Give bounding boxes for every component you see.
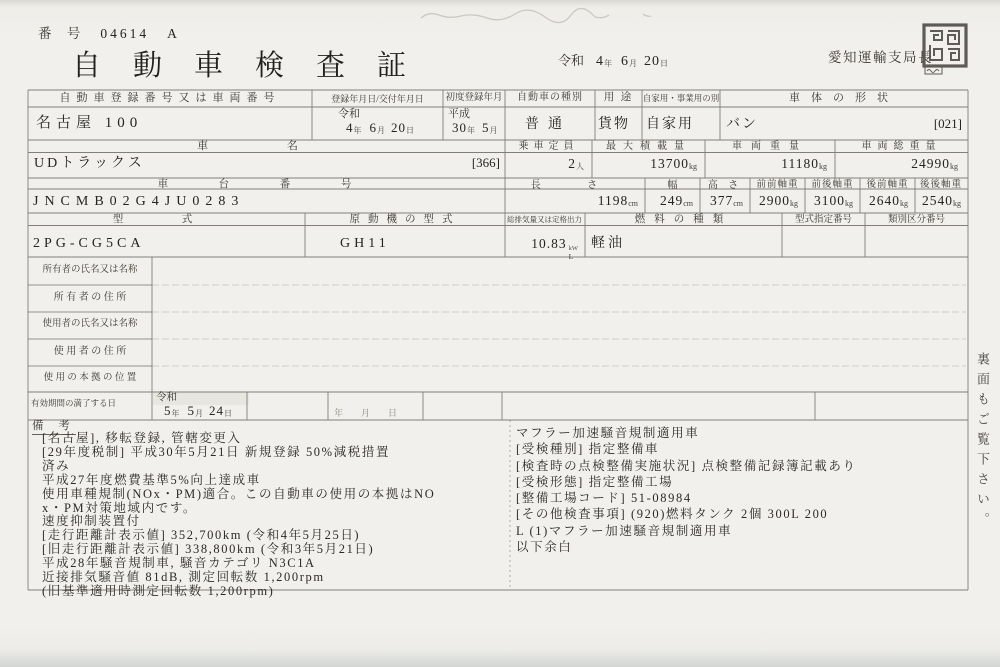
axle-fr-number: 3100 bbox=[814, 193, 845, 208]
validity-day: 24 bbox=[209, 403, 224, 418]
remark-line: x・PM対策地域内です。 bbox=[42, 500, 198, 515]
displacement-units bbox=[569, 246, 578, 260]
validity-month: 5 bbox=[187, 403, 195, 418]
user-address-label: 使 用 者 の 住 所 bbox=[53, 346, 127, 357]
axle-rr-number: 2540 bbox=[922, 193, 953, 208]
displacement-value bbox=[500, 236, 578, 260]
issue-date-era: 令和 bbox=[558, 53, 585, 68]
weight-number: 11180 bbox=[781, 156, 819, 171]
unit-day: 日 bbox=[660, 59, 669, 68]
remark-line: [走行距離計表示値] 352,700km (令和4年5月25日) bbox=[42, 528, 361, 543]
remark-line: 以下余白 bbox=[516, 540, 573, 555]
header-first-registration: 初度登録年月 bbox=[445, 93, 503, 103]
axle-front-front-value bbox=[750, 193, 801, 209]
unit-liter: L bbox=[568, 251, 574, 261]
unit-year: 年 bbox=[353, 126, 362, 135]
reg-date-year: 4 bbox=[346, 120, 354, 135]
unit-cm: cm bbox=[733, 199, 743, 208]
remark-line: [その他検査事項] (920)燃料タンク 2個 300L 200 bbox=[516, 507, 829, 522]
first-reg-month: 5 bbox=[482, 120, 490, 135]
remark-line: 使用車種規制(NOx・PM)適合。この自動車の使用の本拠はNO bbox=[42, 486, 436, 501]
axle-rear-front-value bbox=[860, 193, 911, 209]
header-ownership-type: 自家用・事業用の別 bbox=[642, 93, 720, 103]
width-value bbox=[645, 193, 696, 209]
validity-era: 令和 bbox=[156, 392, 177, 403]
remark-line: 済み bbox=[42, 458, 71, 473]
first-registration-value bbox=[452, 121, 501, 136]
length-value bbox=[505, 193, 641, 209]
unit-cm: cm bbox=[683, 199, 693, 208]
unit-person: 人 bbox=[576, 162, 584, 171]
header-height: 高 さ bbox=[707, 180, 743, 191]
unit-year: 年 bbox=[467, 126, 475, 135]
width-number: 249 bbox=[659, 193, 684, 208]
header-registration-number: 自動車登録番号又は車両番号 bbox=[59, 92, 281, 104]
header-model: 型 式 bbox=[112, 214, 221, 225]
header-use: 用 途 bbox=[603, 92, 634, 103]
vehicle-kind-value: 普通 bbox=[525, 117, 571, 132]
remark-line: [29年度税制] 平成30年5月21日 新規登録 50%減税措置 bbox=[42, 444, 391, 459]
engine-model-value: GH11 bbox=[340, 236, 390, 251]
unit-month: 月 bbox=[195, 409, 203, 418]
vehicle-name-code: [366] bbox=[471, 155, 500, 170]
max-load-number: 13700 bbox=[650, 156, 689, 171]
max-load-value bbox=[592, 156, 700, 172]
remark-line: 近接排気騒音値 81dB, 測定回転数 1,200rpm bbox=[42, 570, 325, 585]
vehicle-name-value: UDトラックス bbox=[34, 156, 145, 171]
height-number: 377 bbox=[709, 193, 734, 208]
unit-day: 日 bbox=[406, 126, 414, 135]
height-value bbox=[700, 193, 746, 209]
displacement-number: 10.83 bbox=[531, 236, 567, 251]
remark-line: [整備工場コード] 51-08984 bbox=[516, 491, 692, 506]
validity-blank-units: 年 月 日 bbox=[334, 408, 398, 418]
unit-month: 月 bbox=[629, 59, 638, 68]
header-engine-model: 原動機の型式 bbox=[349, 214, 461, 225]
unit-kw: kW bbox=[568, 245, 578, 252]
header-axle-front-front: 前前軸重 bbox=[756, 180, 799, 190]
remark-line: [名古屋], 移転登録, 管轄変更入 bbox=[42, 431, 242, 445]
reg-date-month: 6 bbox=[369, 120, 377, 135]
unit-kg: kg bbox=[953, 199, 961, 208]
unit-kg: kg bbox=[790, 199, 798, 208]
fuel-type-value: 軽油 bbox=[591, 236, 625, 251]
header-type-approval-number: 型式指定番号 bbox=[794, 215, 852, 225]
remark-line: [受検種別] 指定整備車 bbox=[516, 442, 660, 457]
unit-kg: kg bbox=[950, 162, 958, 171]
unit-year: 年 bbox=[604, 59, 613, 68]
unit-kg: kg bbox=[819, 162, 827, 171]
header-length: 長 さ bbox=[530, 180, 620, 191]
gross-weight-value bbox=[835, 156, 961, 172]
registration-date-value bbox=[346, 121, 417, 136]
seating-capacity-value bbox=[505, 156, 587, 172]
remark-line: [受検形態] 指定整備工場 bbox=[516, 474, 674, 489]
header-body-shape: 車体の形状 bbox=[789, 92, 899, 104]
header-classification-number: 類別区分番号 bbox=[887, 215, 945, 225]
validity-label: 有効期間の満了する日 bbox=[31, 398, 117, 408]
unit-kg: kg bbox=[689, 162, 697, 171]
header-fuel-type: 燃料の種類 bbox=[634, 214, 733, 225]
remarks-right-column bbox=[516, 425, 964, 555]
doc-number-value: 04614 bbox=[100, 26, 150, 41]
capacity-number: 2 bbox=[568, 156, 576, 171]
remark-line: 平成28年騒音規制車, 騒音カテゴリ N3C1A bbox=[42, 556, 316, 571]
ownership-value: 自家用 bbox=[646, 117, 694, 132]
owner-name-label: 所有者の氏名又は名称 bbox=[42, 265, 138, 275]
remarks-left-column bbox=[42, 432, 504, 599]
header-max-load: 最大積載量 bbox=[606, 141, 691, 152]
axle-ff-number: 2900 bbox=[759, 193, 790, 208]
header-axle-front-rear: 前後軸重 bbox=[811, 180, 854, 190]
unit-cm: cm bbox=[628, 199, 638, 208]
issue-date-month: 6 bbox=[621, 54, 630, 69]
first-registration-era: 平成 bbox=[448, 108, 470, 120]
issue-date-day: 20 bbox=[644, 54, 661, 69]
use-value: 貨物 bbox=[598, 117, 630, 132]
side-note-vertical: 裏面もご覧下さい。 bbox=[974, 352, 990, 532]
first-reg-year: 30 bbox=[452, 120, 467, 135]
header-vehicle-kind: 自動車の種別 bbox=[517, 92, 583, 103]
header-axle-rear-front: 後前軸重 bbox=[866, 180, 909, 190]
remark-line: 速度抑制装置付 bbox=[42, 514, 141, 529]
remark-line: L (1)マフラー加速騒音規制適用車 bbox=[516, 523, 733, 538]
header-registration-date: 登録年月日/交付年月日 bbox=[331, 94, 424, 104]
vehicle-weight-value bbox=[705, 156, 830, 172]
axle-front-rear-value bbox=[805, 193, 856, 209]
remark-line: (旧基準適用時測定回転数 1,200rpm) bbox=[42, 583, 275, 598]
doc-number-label: 番 号 bbox=[38, 26, 87, 41]
header-displacement: 総排気量又は定格出力 bbox=[507, 215, 582, 224]
header-width: 幅 bbox=[667, 180, 678, 191]
issue-date-year: 4 bbox=[596, 54, 605, 69]
header-vehicle-name: 車 名 bbox=[197, 140, 336, 152]
unit-kg: kg bbox=[900, 199, 908, 208]
header-vehicle-weight: 車両重量 bbox=[732, 141, 808, 152]
header-chassis-number: 車 台 番 号 bbox=[157, 179, 376, 190]
unit-month: 月 bbox=[489, 126, 498, 135]
remark-line: [検査時の点検整備実施状況] 点検整備記録簿記載あり bbox=[516, 458, 857, 473]
axle-rear-rear-value bbox=[915, 193, 964, 209]
base-location-label: 使 用 の 本 拠 の 位 置 bbox=[43, 373, 137, 383]
page-title: 自動車検査証 bbox=[72, 50, 439, 82]
issuer-name: 愛知運輸支局長 bbox=[828, 50, 933, 65]
doc-number-suffix: A bbox=[167, 26, 177, 41]
owner-address-label: 所 有 者 の 住 所 bbox=[53, 292, 127, 303]
remark-line: [旧走行距離計表示値] 338,800km (令和3年5月21日) bbox=[42, 542, 375, 557]
header-seating-capacity: 乗車定員 bbox=[518, 141, 579, 152]
unit-month: 月 bbox=[377, 126, 385, 135]
validity-year: 5 bbox=[164, 403, 172, 418]
body-shape-value: バン bbox=[726, 117, 758, 132]
unit-day: 日 bbox=[224, 409, 232, 418]
remark-line: マフラー加速騒音規制適用車 bbox=[516, 426, 700, 440]
registration-date-era: 令和 bbox=[338, 108, 360, 120]
chassis-number-value: JNCMB02G4JU0283 bbox=[33, 194, 245, 209]
gross-weight-number: 24990 bbox=[911, 156, 950, 171]
remark-line: 平成27年度燃費基準5%向上達成車 bbox=[42, 472, 261, 487]
length-number: 1198 bbox=[597, 193, 629, 208]
user-name-label: 使用者の氏名又は名称 bbox=[42, 319, 138, 329]
axle-rf-number: 2640 bbox=[869, 193, 900, 208]
registration-number-value: 名古屋 100 bbox=[36, 115, 143, 131]
validity-date-value bbox=[164, 404, 235, 419]
model-value: 2PG-CG5CA bbox=[33, 236, 145, 251]
reg-date-day: 20 bbox=[391, 120, 406, 135]
body-shape-code: [021] bbox=[933, 116, 962, 131]
unit-year: 年 bbox=[171, 409, 180, 418]
unit-kg: kg bbox=[845, 199, 853, 208]
header-axle-rear-rear: 後後軸重 bbox=[919, 180, 962, 190]
header-gross-weight: 車両総重量 bbox=[861, 141, 942, 152]
remarks-label: 備 考 bbox=[32, 420, 76, 435]
